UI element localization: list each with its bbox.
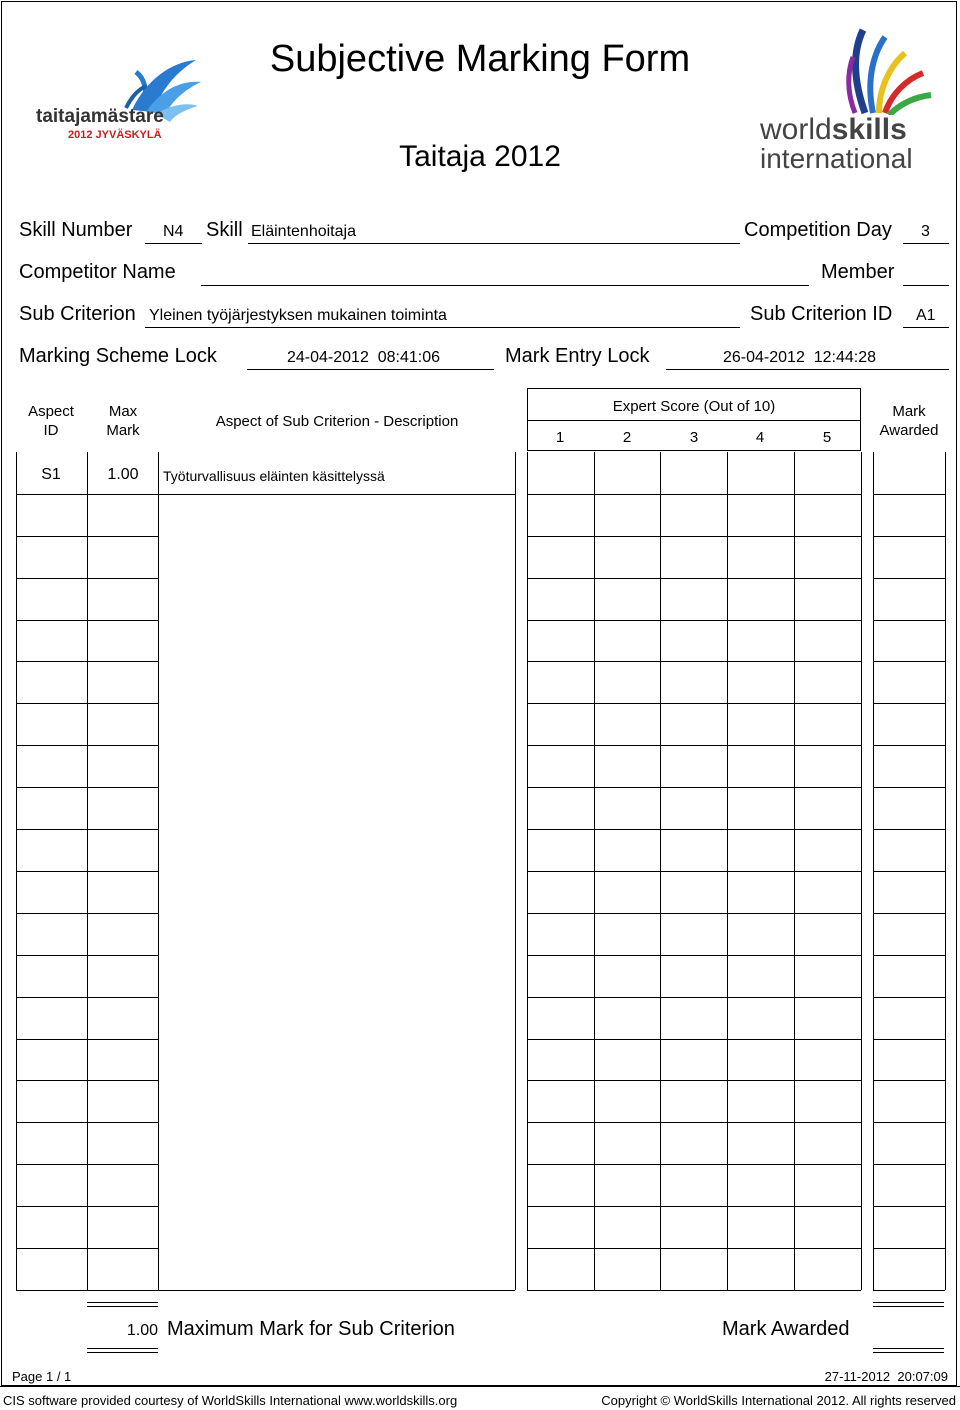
grid-hline [527,620,861,621]
grid-hline [16,536,158,537]
grid-hline [158,494,515,495]
competition-day-label: Competition Day [744,219,892,241]
page-frame [1,1,957,1386]
competitor-name-label: Competitor Name [19,261,176,283]
grid-vline [515,452,516,1290]
grid-hline [16,620,158,621]
grid-hline [158,1290,515,1291]
sub-criterion-label: Sub Criterion [19,303,136,325]
row-1-description: Työturvallisuus eläinten käsittelyssä [163,468,385,484]
mark-awarded-label: Mark Awarded [722,1318,850,1340]
grid-hline [527,703,861,704]
marking-scheme-lock-underline [247,369,494,370]
grid-hline [16,745,158,746]
total-max-top-rule [87,1302,158,1307]
col-max-mark-header [88,402,158,440]
grid-hline [527,661,861,662]
grid-hline [873,620,945,621]
grid-hline [527,1206,861,1207]
grid-hline [527,871,861,872]
grid-hline [16,494,158,495]
col-mark-awarded-line2: Awarded [879,422,939,439]
grid-hline [873,1080,945,1081]
page-title: Subjective Marking Form [269,38,691,80]
grid-hline [16,871,158,872]
grid-hline [873,1206,945,1207]
col-expert-score-header: Expert Score (Out of 10) [612,398,776,415]
grid-vline [861,452,862,1290]
grid-hline [527,1080,861,1081]
skill-label: Skill [206,219,243,241]
grid-hline [873,997,945,998]
grid-vline [945,452,946,1290]
expert-score-header-divider [527,420,861,421]
marking-scheme-lock-label: Marking Scheme Lock [19,345,217,367]
page-number: Page 1 / 1 [12,1369,72,1384]
grid-hline [16,1206,158,1207]
grid-hline [16,1164,158,1165]
grid-hline [16,955,158,956]
grid-hline [16,661,158,662]
grid-hline [16,829,158,830]
sub-criterion-underline [145,327,740,328]
competitor-name-underline [201,285,809,286]
worldskills-logo-line2: international [760,143,913,174]
col-description-header: Aspect of Sub Criterion - Description [215,413,459,430]
grid-hline [527,494,861,495]
grid-hline [527,1164,861,1165]
total-awarded-bottom-rule [873,1348,944,1353]
grid-hline [873,955,945,956]
grid-hline [873,1248,945,1249]
grid-hline [527,913,861,914]
grid-hline [527,1290,861,1291]
software-courtesy: CIS software provided courtesy of WorldSkills International www.worldskills.org [3,1393,458,1408]
grid-hline [873,871,945,872]
grid-hline [873,745,945,746]
grid-hline [16,1290,158,1291]
grid-hline [527,1039,861,1040]
col-aspect-id-line2: ID [43,422,59,439]
skill-underline [248,243,740,244]
grid-hline [527,829,861,830]
grid-hline [16,997,158,998]
mark-entry-lock-label: Mark Entry Lock [505,345,650,367]
col-mark-awarded-header [873,402,945,440]
grid-vline [158,452,159,1290]
grid-hline [873,787,945,788]
event-title: Taitaja 2012 [399,140,561,173]
grid-hline [527,787,861,788]
sub-criterion-value: Yleinen työjärjestyksen mukainen toiminta [149,307,447,324]
grid-hline [16,1080,158,1081]
grid-hline [527,536,861,537]
member-underline [903,285,949,286]
grid-hline [873,536,945,537]
grid-hline [527,1248,861,1249]
col-mark-awarded-line1: Mark [892,403,926,420]
sub-criterion-id-value: A1 [916,307,936,324]
row-1-max-mark: 1.00 [107,466,139,483]
score-col-3-header: 3 [689,429,699,446]
grid-hline [16,703,158,704]
sub-criterion-id-underline [903,327,949,328]
taitaja-logo-text: taitajamästare [36,106,164,127]
total-max-mark: 1.00 [126,1322,158,1339]
print-timestamp: 27-11-2012 20:07:09 [824,1369,948,1384]
grid-hline [873,1122,945,1123]
grid-hline [527,745,861,746]
skill-number-label: Skill Number [19,219,133,241]
grid-hline [873,578,945,579]
score-col-2-header: 2 [622,429,632,446]
taitaja-logo-subtext: 2012 JYVÄSKYLÄ [68,129,162,141]
grid-hline [16,913,158,914]
col-max-mark-line2: Mark [106,422,140,439]
score-col-5-header: 5 [822,429,832,446]
sub-criterion-id-label: Sub Criterion ID [750,303,893,325]
col-aspect-id-line1: Aspect [28,403,74,420]
total-awarded-top-rule [873,1302,944,1307]
grid-hline [16,578,158,579]
grid-hline [16,1248,158,1249]
grid-hline [873,494,945,495]
skill-value: Eläintenhoitaja [251,223,356,240]
total-max-bottom-rule [87,1348,158,1353]
maximum-mark-label: Maximum Mark for Sub Criterion [167,1318,455,1340]
grid-hline [16,1039,158,1040]
grid-hline [873,913,945,914]
grid-hline [16,1122,158,1123]
grid-hline [873,1164,945,1165]
grid-hline [527,997,861,998]
member-label: Member [821,261,895,283]
score-col-4-header: 4 [755,429,765,446]
grid-hline [873,661,945,662]
grid-hline [873,1290,945,1291]
score-col-1-header: 1 [555,429,565,446]
grid-hline [873,1039,945,1040]
grid-hline [527,1122,861,1123]
worldskills-logo-world: world [760,113,832,146]
skill-number-underline [145,243,202,244]
copyright-notice: Copyright © WorldSkills International 2012. All rights reserved [601,1393,956,1408]
competition-day-underline [903,243,949,244]
grid-hline [873,829,945,830]
grid-hline [527,578,861,579]
footer-rule [0,1386,960,1387]
mark-entry-lock-underline [666,369,949,370]
worldskills-logo-skills: skills [831,113,907,146]
skill-number-value: N4 [163,223,184,240]
marking-scheme-lock-value: 24-04-2012 08:41:06 [287,349,441,366]
competition-day-value: 3 [921,223,930,240]
col-max-mark-line1: Max [108,403,138,420]
col-aspect-id-header [16,402,86,440]
grid-hline [16,787,158,788]
grid-hline [527,955,861,956]
mark-entry-lock-value: 26-04-2012 12:44:28 [723,349,877,366]
row-1-aspect-id: S1 [41,466,61,483]
grid-hline [873,703,945,704]
